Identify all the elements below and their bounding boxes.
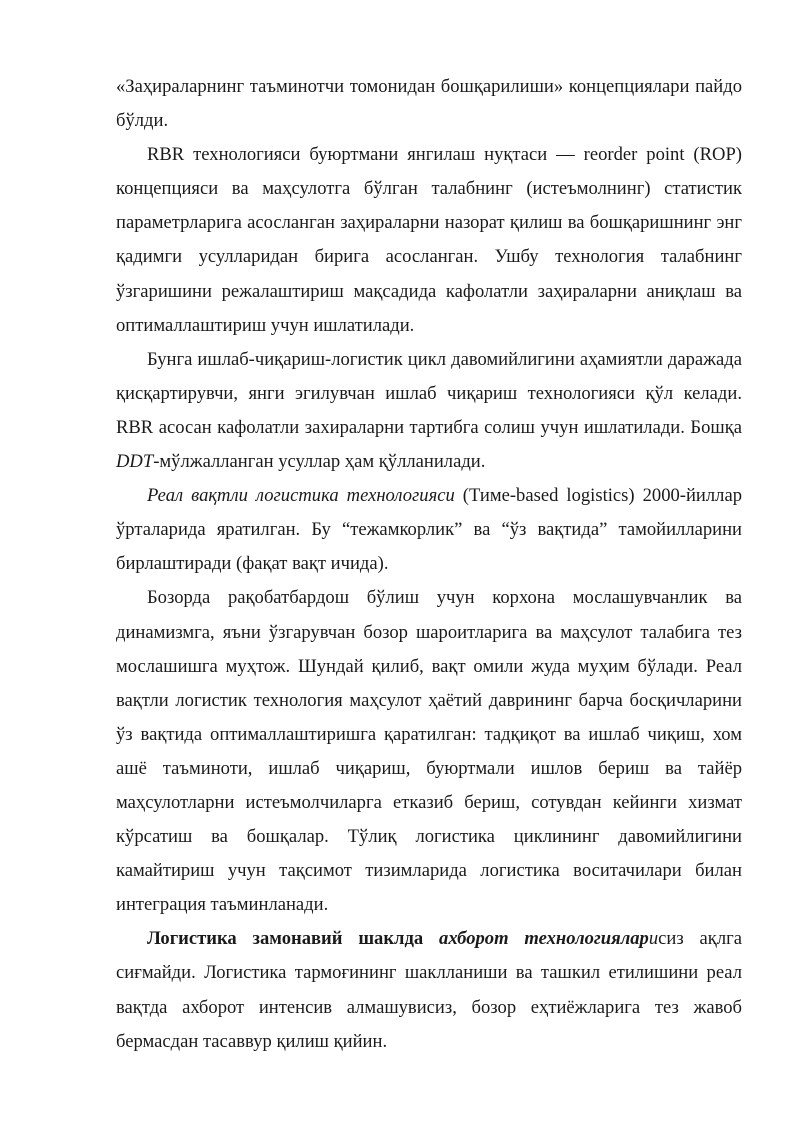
paragraph-text: -мўлжалланган усуллар ҳам қўлланилади. (153, 451, 486, 473)
paragraph-text: «Заҳираларнинг таъминотчи томонидан бошқарилиши» концепциялари пайдо бўлди. (116, 76, 742, 132)
paragraph-text: Бозорда рақобатбардош бўлиш учун корхона мослашувчанлик ва динамизмга, яъни ўзгарувчан бозор шароитларига ва маҳсулот талабига тез мослашишга муҳтож. Шундай қилиб, вақт омили жуда муҳим бўлади. Реал вақтли логистик технология маҳсулот ҳаётий даврининг барча босқичларини ўз вақтида оптималлаштиришга қаратилган: тадқиқот ва ишлаб чиқиш, хом ашё таъминоти, ишлаб чиқариш, буюртмали ишлов бериш ва тайёр маҳсулотларни истеъмолчиларга етказиб бериш, сотувдан кейинги хизмат кўрсатиш ва бошқалар. Тўлиқ логистика циклининг давомийлигини камайтириш учун тақсимот тизимларида логистика воситачилари билан интеграция таъминланади. (116, 587, 742, 916)
paragraph-text: (Тиме-based logistics) 2000-йиллар ўрталарида яратилган. Бу “тежамкорлик” ва “ўз вақтида” тамойилларини бирлаштиради (фақат вақт ичида). (116, 485, 742, 575)
paragraph-production-cycle (116, 343, 742, 479)
paragraph-text: Бунга ишлаб-чиқариш-логистик цикл давомийлигини аҳамиятли даражада қисқартирувчи, янги эгилувчан ишлаб чиқариш технологияси қўл келади. RBR асосан кафолатли захираларни тартибга солиш учун ишлатилади. Бошқа (116, 348, 742, 438)
paragraph-text: сиз ақлга сиғмайди. Логистика тармоғининг шаклланиши ва ташкил етилишини реал вақтда ахборот интенсив алмашувисиз, бозор еҳтиёжларига тез жавоб бермасдан тасаввур қилиш қийин. (116, 928, 742, 1052)
bold-phrase: Логистика замонавий шаклда (147, 928, 440, 950)
paragraph-real-time-logistics (116, 479, 742, 581)
bold-italic-phrase: ахборот технологиялар (439, 928, 649, 950)
ddt-term: DDT (116, 451, 154, 473)
real-time-logistics-term: Реал вақтли логистика технологияси (147, 485, 455, 507)
paragraph-rbr-technology (116, 138, 742, 343)
paragraph-information-technologies (116, 922, 742, 1058)
document-body (116, 70, 742, 1059)
paragraph-market-competitiveness (116, 581, 742, 922)
paragraph-continuation (116, 70, 742, 138)
italic-suffix: и (648, 928, 659, 950)
paragraph-text: RBR технологияси буюртмани янгилаш нуқтаси — reorder point (ROP) концепцияси ва маҳсулотга бўлган талабнинг (истеъмолнинг) статистик параметрларига асосланган заҳираларни назорат қилиш ва бошқаришнинг энг қадимги усулларидан бирига асосланган. Ушбу технология талабнинг ўзгаришини режалаштириш мақсадида кафолатли заҳираларни аниқлаш ва оптималлаштириш учун ишлатилади. (116, 144, 742, 336)
